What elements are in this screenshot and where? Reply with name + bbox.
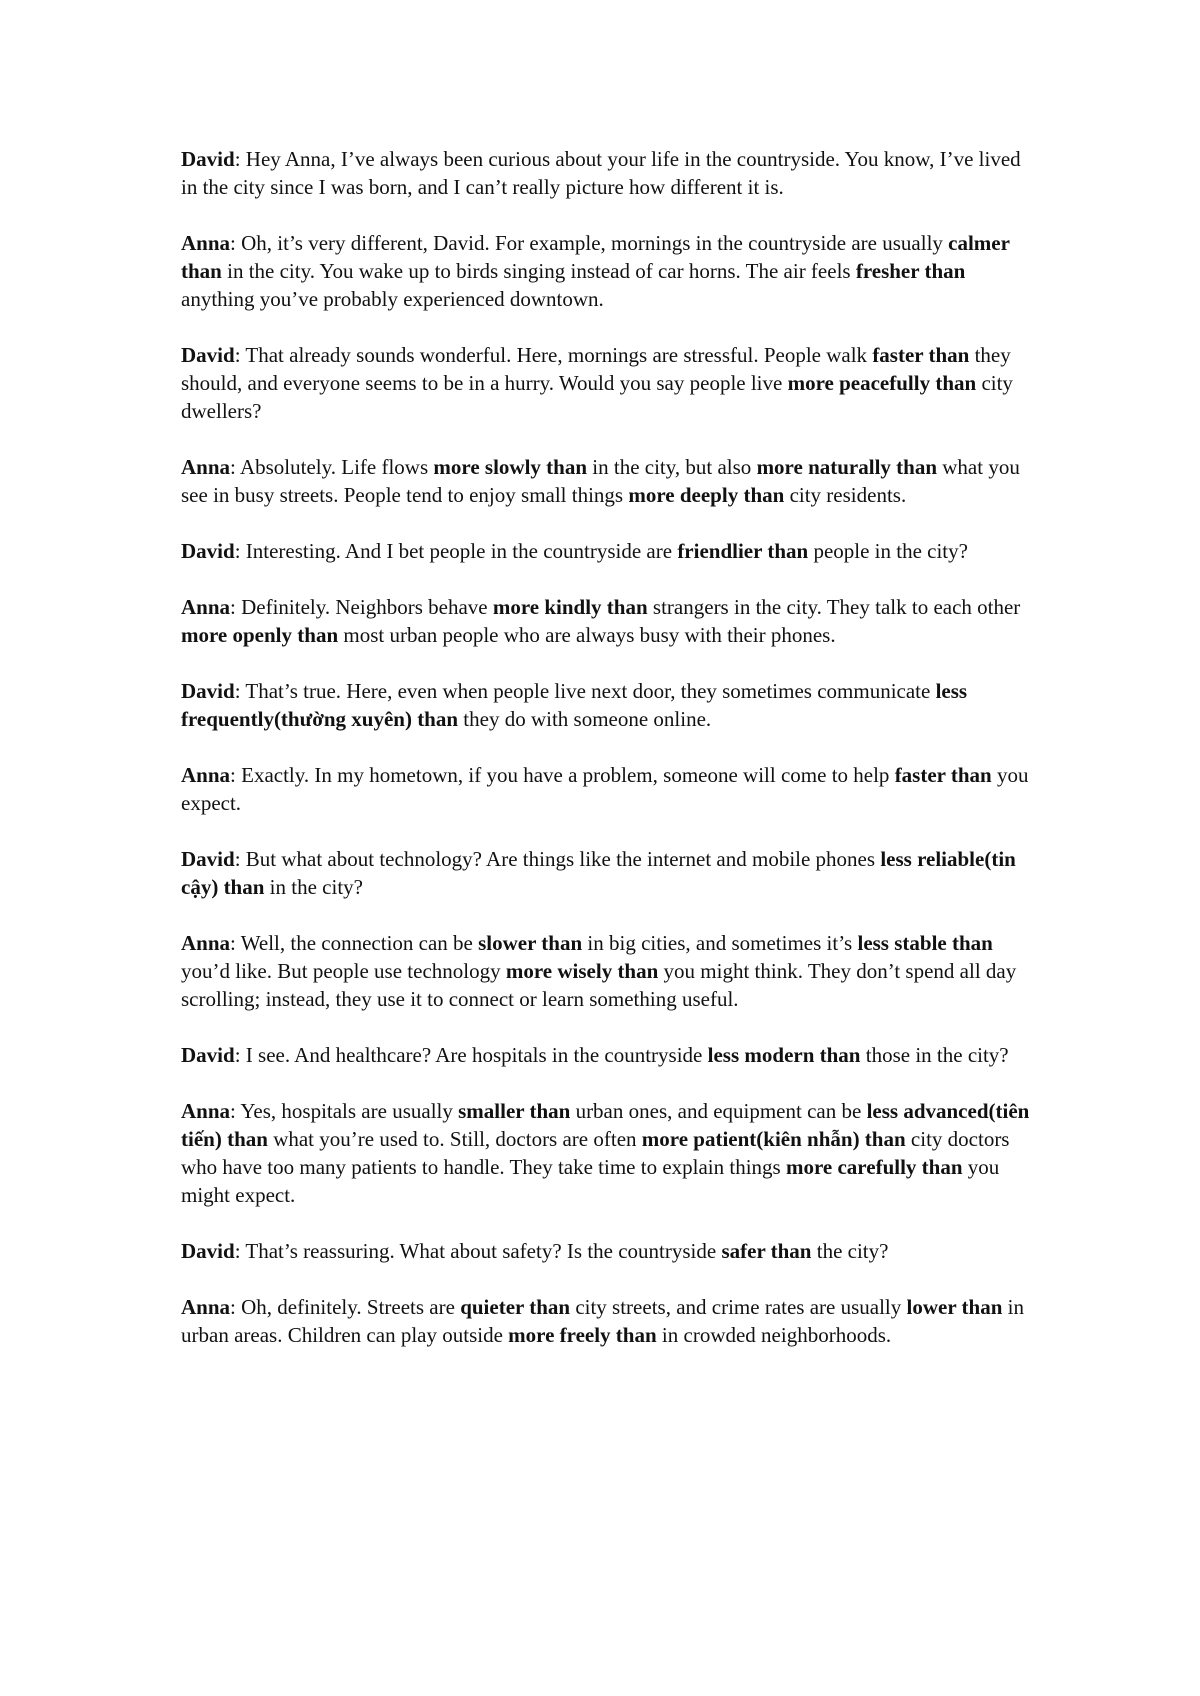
comparative-phrase: faster than — [872, 343, 970, 367]
comparative-phrase: less reliable(tin cậy) than — [181, 847, 1016, 899]
dialogue-paragraph — [181, 1237, 1031, 1265]
speaker-name: Anna — [181, 455, 231, 479]
document-page — [181, 145, 1031, 1377]
speaker-name: Anna — [181, 1099, 231, 1123]
dialogue-paragraph — [181, 1097, 1031, 1209]
comparative-phrase: more carefully than — [785, 1155, 963, 1179]
dialogue-paragraph — [181, 1293, 1031, 1349]
comparative-phrase: more kindly than — [492, 595, 648, 619]
dialogue-text: : Oh, definitely. Streets are — [230, 1295, 461, 1319]
dialogue-text: in big cities, and sometimes it’s — [582, 931, 858, 955]
comparative-phrase: more deeply than — [628, 483, 785, 507]
speaker-name: David — [181, 1043, 235, 1067]
speaker-name: Anna — [181, 763, 231, 787]
dialogue-text: what you’re used to. Still, doctors are often — [267, 1127, 642, 1151]
speaker-name: David — [181, 343, 235, 367]
speaker-name: Anna — [181, 1295, 231, 1319]
comparative-phrase: calmer than — [181, 231, 1010, 283]
comparative-phrase: more slowly than — [433, 455, 588, 479]
dialogue-text: you’d like. But people use technology — [181, 959, 506, 983]
speaker-name: David — [181, 1239, 235, 1263]
dialogue-text: in the city. You wake up to birds singing instead of car horns. The air feels — [221, 259, 856, 283]
dialogue-text: : Hey Anna, I’ve always been curious about your life in the countryside. You know, I’ve lived in the city since I was born, and I can’t really picture how different it is. — [181, 147, 1021, 199]
comparative-phrase: fresher than — [855, 259, 966, 283]
dialogue-text: : Oh, it’s very different, David. For example, mornings in the countryside are usually — [230, 231, 949, 255]
dialogue-text: : Interesting. And I bet people in the countryside are — [234, 539, 678, 563]
dialogue-text: strangers in the city. They talk to each other — [647, 595, 1021, 619]
dialogue-text: : Definitely. Neighbors behave — [230, 595, 493, 619]
comparative-phrase: less frequently(thường xuyên) than — [181, 679, 968, 731]
comparative-phrase: quieter than — [460, 1295, 571, 1319]
dialogue-paragraph — [181, 845, 1031, 901]
dialogue-text: city doctors who have too many patients to handle. They take time to explain things — [181, 1127, 1010, 1179]
dialogue-text: in urban areas. Children can play outside — [181, 1295, 1024, 1347]
speaker-name: David — [181, 147, 235, 171]
comparative-phrase: safer than — [721, 1239, 812, 1263]
dialogue-text: you might expect. — [181, 1155, 1000, 1207]
dialogue-text: what you see in busy streets. People tend to enjoy small things — [181, 455, 1020, 507]
dialogue-text: those in the city? — [860, 1043, 1009, 1067]
dialogue-text: : Yes, hospitals are usually — [230, 1099, 459, 1123]
comparative-phrase: more patient(kiên nhẫn) than — [641, 1127, 906, 1151]
dialogue-text: : Exactly. In my hometown, if you have a problem, someone will come to help — [230, 763, 895, 787]
dialogue-text: they should, and everyone seems to be in a hurry. Would you say people live — [181, 343, 1011, 395]
dialogue-text: in the city? — [264, 875, 363, 899]
comparative-phrase: lower than — [906, 1295, 1003, 1319]
comparative-phrase: more peacefully than — [787, 371, 977, 395]
dialogue-text: : That’s reassuring. What about safety? Is the countryside — [234, 1239, 722, 1263]
dialogue-text: in the city, but also — [587, 455, 757, 479]
comparative-phrase: friendlier than — [677, 539, 809, 563]
dialogue-text: city residents. — [784, 483, 907, 507]
dialogue-paragraph — [181, 929, 1031, 1013]
dialogue-paragraph — [181, 341, 1031, 425]
comparative-phrase: more openly than — [181, 623, 339, 647]
comparative-phrase: smaller than — [458, 1099, 571, 1123]
speaker-name: Anna — [181, 931, 231, 955]
speaker-name: David — [181, 539, 235, 563]
dialogue-paragraph — [181, 593, 1031, 649]
comparative-phrase: more freely than — [508, 1323, 657, 1347]
dialogue-paragraph — [181, 537, 1031, 565]
dialogue-text: anything you’ve probably experienced downtown. — [181, 287, 604, 311]
dialogue-text: most urban people who are always busy with their phones. — [338, 623, 836, 647]
comparative-phrase: faster than — [894, 763, 992, 787]
dialogue-text: you might think. They don’t spend all day scrolling; instead, they use it to connect or learn something useful. — [181, 959, 1017, 1011]
dialogue-paragraph — [181, 1041, 1031, 1069]
dialogue-paragraph — [181, 761, 1031, 817]
comparative-phrase: more wisely than — [505, 959, 659, 983]
dialogue-text: people in the city? — [808, 539, 968, 563]
speaker-name: Anna — [181, 595, 231, 619]
dialogue-text: urban ones, and equipment can be — [570, 1099, 867, 1123]
dialogue-text: city streets, and crime rates are usually — [570, 1295, 907, 1319]
comparative-phrase: more naturally than — [756, 455, 938, 479]
dialogue-text: : That already sounds wonderful. Here, mornings are stressful. People walk — [234, 343, 873, 367]
dialogue-text: : Absolutely. Life flows — [230, 455, 434, 479]
comparative-phrase: slower than — [478, 931, 583, 955]
dialogue-text: they do with someone online. — [458, 707, 712, 731]
dialogue-paragraph — [181, 453, 1031, 509]
dialogue-text: you expect. — [181, 763, 1029, 815]
dialogue-text: : I see. And healthcare? Are hospitals in the countryside — [234, 1043, 708, 1067]
comparative-phrase: less advanced(tiên tiến) than — [181, 1099, 1030, 1151]
dialogue-text: the city? — [811, 1239, 889, 1263]
dialogue-text: in crowded neighborhoods. — [656, 1323, 892, 1347]
comparative-phrase: less modern than — [707, 1043, 861, 1067]
dialogue-text: city dwellers? — [181, 371, 1013, 423]
dialogue-text: : Well, the connection can be — [230, 931, 479, 955]
dialogue-paragraph — [181, 145, 1031, 201]
speaker-name: David — [181, 847, 235, 871]
speaker-name: David — [181, 679, 235, 703]
dialogue-paragraph — [181, 677, 1031, 733]
dialogue-text: : But what about technology? Are things like the internet and mobile phones — [234, 847, 881, 871]
dialogue-paragraph — [181, 229, 1031, 313]
speaker-name: Anna — [181, 231, 231, 255]
comparative-phrase: less stable than — [857, 931, 993, 955]
dialogue-text: : That’s true. Here, even when people live next door, they sometimes communicate — [234, 679, 936, 703]
